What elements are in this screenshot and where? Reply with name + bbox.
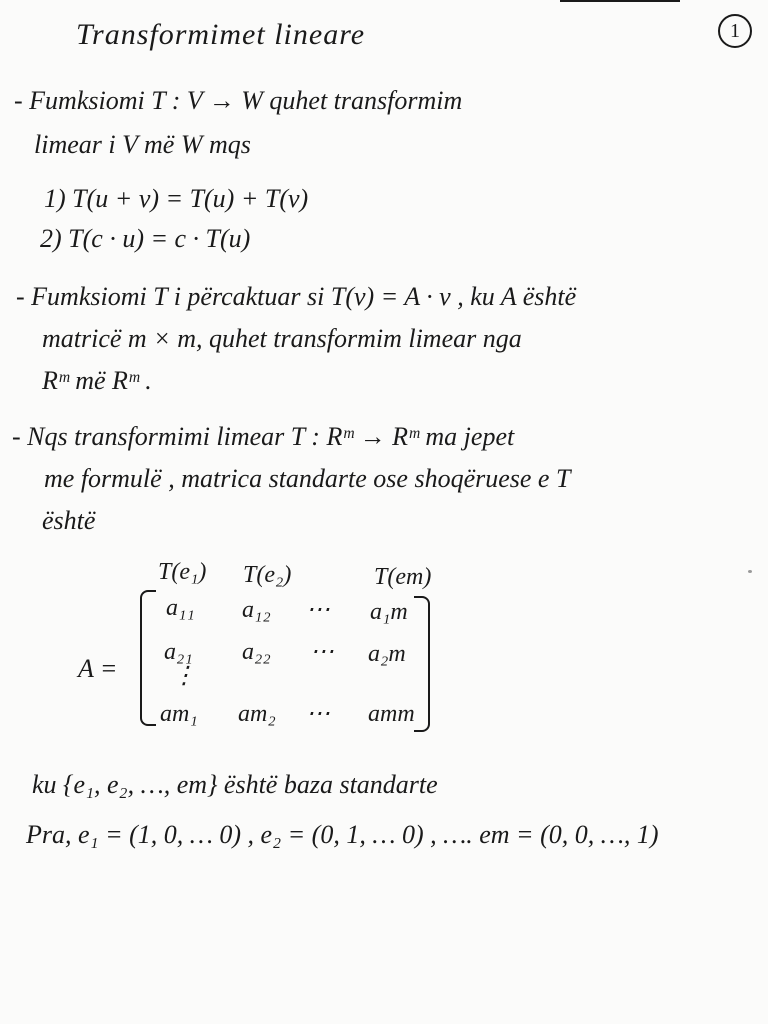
matrix-left-bracket: [140, 590, 156, 726]
matrix-lhs: A =: [78, 654, 118, 683]
def1-condition2: 2) T(c · u) = c · T(u): [40, 224, 251, 253]
def3-line3: është: [42, 506, 96, 535]
footer-line2: Pra, e₁ = (1, 0, … 0) , e₂ = (0, 1, … 0) , …. em = (0, 0, …, 1): [26, 820, 659, 849]
def1-condition1: 1) T(u + v) = T(u) + T(v): [44, 184, 309, 213]
matrix-cell: am₂: [238, 701, 276, 727]
matrix-cell: a₁₁: [166, 595, 195, 621]
paper-smudge: [748, 570, 752, 573]
matrix-cell: ⋮: [172, 663, 196, 689]
matrix-cell: ⋯: [306, 701, 330, 727]
def1-line2: limear i V më W mqs: [34, 130, 251, 159]
matrix-cell: ⋯: [306, 597, 330, 623]
matrix-cell: a₂m: [368, 641, 406, 667]
page-number-badge: 1: [718, 14, 752, 48]
def3-line1: - Nqs transformimi limear T : Rᵐ → Rᵐ ma jepet: [12, 422, 515, 451]
matrix-cell: am₁: [160, 701, 198, 727]
def3-line2: me formulë , matrica standarte ose shoqëruese e T: [44, 464, 571, 493]
matrix-cell: ⋯: [310, 639, 334, 665]
matrix-cell: a₁m: [370, 599, 408, 625]
def2-line3: Rᵐ më Rᵐ .: [42, 366, 152, 395]
page-edge-line: [560, 0, 680, 2]
matrix-cell: a₂₁: [164, 639, 193, 665]
matrix-cell: a₂₂: [242, 639, 271, 665]
matrix-col-header: T(em): [374, 564, 432, 590]
matrix-cell: a₁₂: [242, 597, 271, 623]
footer-line1: ku {e₁, e₂, …, em} është baza standarte: [32, 770, 438, 799]
matrix-col-header: T(e₁): [158, 559, 207, 585]
def1-line1: - Fumksiomi T : V → W quhet transformim: [14, 86, 463, 115]
page-title: Transformimet lineare: [76, 18, 366, 51]
matrix-cell: amm: [368, 701, 415, 727]
matrix-right-bracket: [414, 596, 430, 732]
def2-line1: - Fumksiomi T i përcaktuar si T(v) = A · v , ku A është: [16, 282, 577, 311]
matrix-col-header: T(e₂): [243, 562, 292, 588]
def2-line2: matricë m × m, quhet transformim limear nga: [42, 324, 522, 353]
